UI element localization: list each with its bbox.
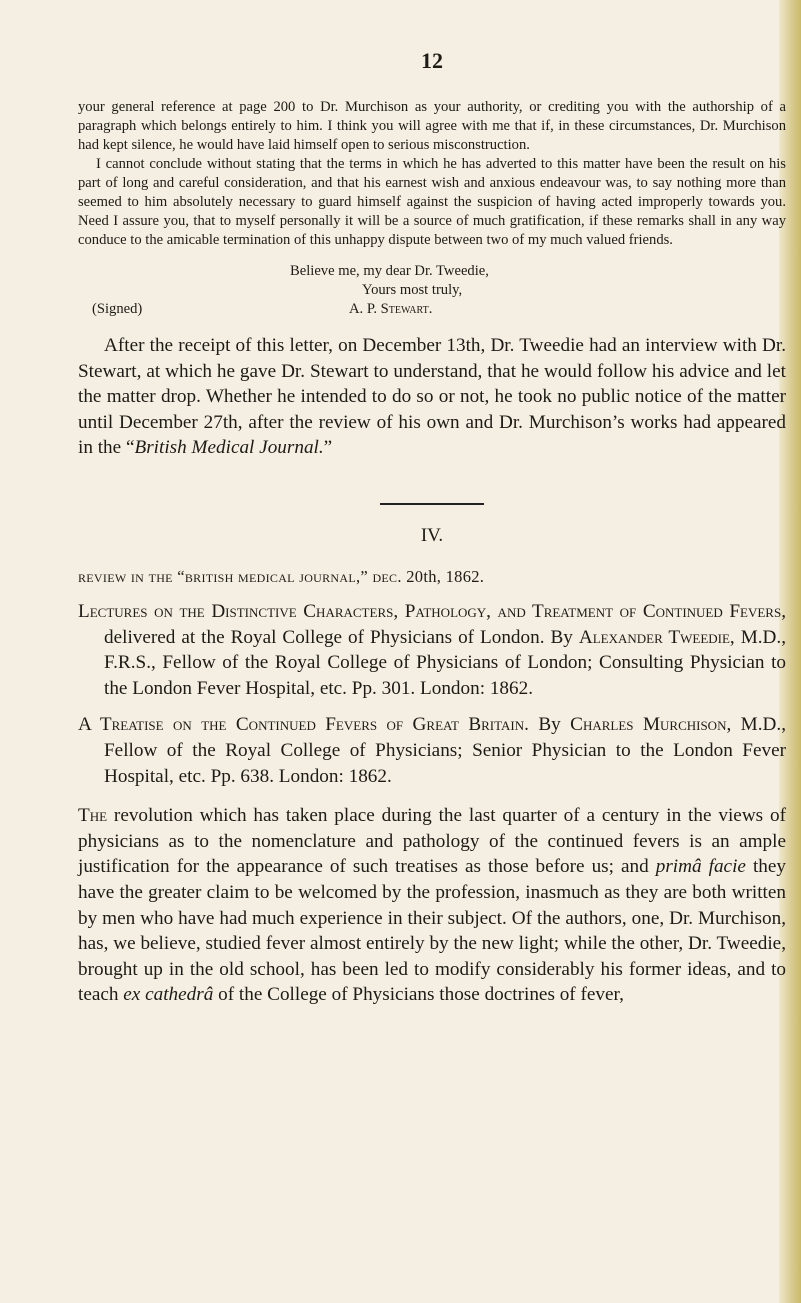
letter-closing <box>78 262 786 319</box>
letter-paragraph-1: your general reference at page 200 to Dr. Murchison as your authority, or crediting you with the authorship of a paragraph which belongs entirely to him. I think you will agree with me that if, in these circumstances, Dr. Murchison had kept silence, he would have laid himself open to serious misconstruction. <box>78 99 786 153</box>
narrative-paragraph <box>78 333 786 461</box>
journal-title: British Medical Journal. <box>134 437 324 459</box>
letter-block <box>78 98 786 319</box>
bibliography-entry-tweedie <box>78 599 786 701</box>
review-text-3: of the College of Physicians those doctrines of fever, <box>213 984 624 1006</box>
entry-title: A Treatise on the Continued Fevers of Great Britain. <box>78 714 529 736</box>
review-text-2: they have the greater claim to be welcomed by the profession, inasmuch as they are both written by men who have had much experience in their subject. Of the authors, one, Dr. Murchison, has, we believe, studied fever almost entirely by the new light; while the other, Dr. Tweedie, brought up in the old school, has been led to modify considerably his former ideas, and to teach <box>78 856 786 1006</box>
entry-text: By <box>528 714 571 736</box>
page-number: 12 <box>421 48 443 73</box>
section-number: IV. <box>420 524 444 546</box>
section-divider <box>380 503 484 505</box>
bibliography-entry-murchison <box>78 712 786 789</box>
latin-phrase-ex-cathedra: ex cathedrâ <box>123 984 214 1006</box>
latin-phrase-prima-facie: primâ facie <box>655 856 746 878</box>
entry-details: M.D., F.R.S., Fellow of the Royal College of Physicians of London; Consulting Physician to the London Fever Hospital, etc. Pp. 301. London: 1862. <box>104 626 787 699</box>
signed-label: (Signed) <box>92 301 143 317</box>
letter-valediction: Yours most truly, <box>362 282 463 298</box>
entry-author: Charles Murchison, <box>570 714 732 736</box>
review-text-1: revolution which has taken place during the last quarter of a century in the views of physicians as to the nomenclature and pathology of the continued fevers is an ample justification for the appearance of such treatises as those before us; and <box>78 805 786 878</box>
review-heading-text: review in the “british medical journal,” dec. <box>78 566 407 586</box>
review-heading <box>78 567 786 587</box>
entry-text: delivered at the Royal College of Physicians of London. By <box>104 626 579 648</box>
signature-line <box>78 300 786 319</box>
narrative-close-quote: ” <box>323 437 333 459</box>
entry-details: M.D., Fellow of the Royal College of Physicians; Senior Physician to the London Fever Hospital, etc. Pp. 638. London: 1862. <box>104 714 786 787</box>
signature-name: A. P. Stewart. <box>349 301 433 317</box>
review-first-word: The <box>78 805 108 827</box>
entry-author: Alexander Tweedie, <box>578 626 735 648</box>
letter-salutation: Believe me, my dear Dr. Tweedie, <box>290 263 489 279</box>
document-page <box>78 48 786 1008</box>
review-heading-date: 20th, 1862. <box>406 566 485 586</box>
narrative-text: After the receipt of this letter, on December 13th, Dr. Tweedie had an interview with Dr. Stewart, at which he gave Dr. Stewart to understand, that he would follow his advice and let the matter drop. Whether he intended to do so or not, he took no public notice of the matter until December 27th, after the review of his own and Dr. Murchison’s works had appeared in the “ <box>78 335 786 459</box>
review-paragraph <box>78 803 786 1008</box>
entry-title: Lectures on the Distinctive Characters, Pathology, and Treatment of Continued Fevers, <box>78 600 786 622</box>
letter-paragraph-2: I cannot conclude without stating that the terms in which he has adverted to this matter have been the result on his part of long and careful consideration, and that his earnest wish and anxious endeavour was, to say nothing more than seemed to him absolutely necessary to guard himself against the suspicion of having acted improperly towards you. Need I assure you, that to myself personally it will be a source of much gratification, if these remarks shall in any way conduce to the amicable termination of this unhappy dispute between two of my much valued friends. <box>78 156 786 248</box>
